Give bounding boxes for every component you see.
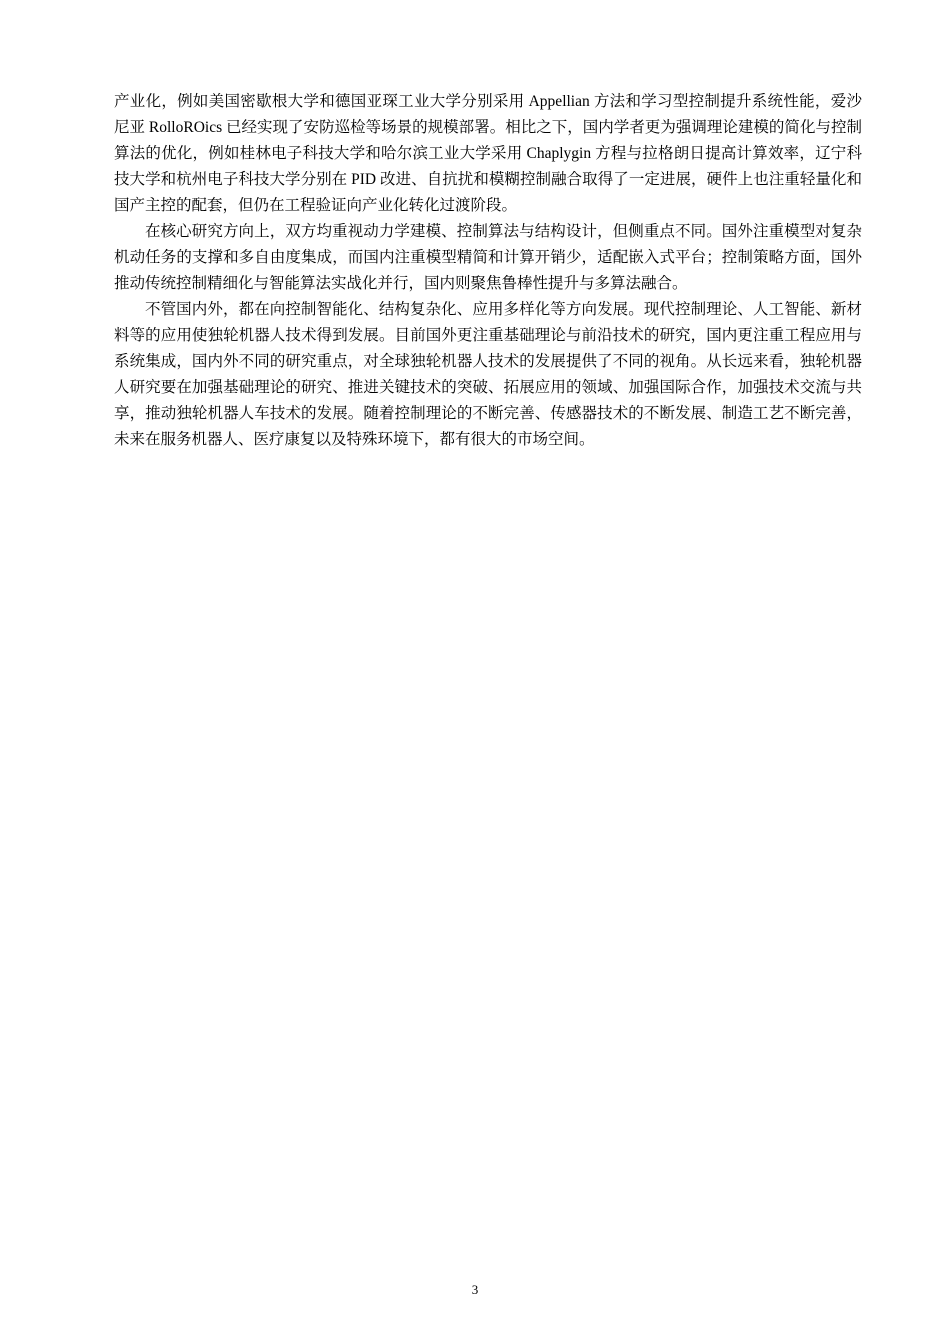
paragraph-development-trends: 不管国内外，都在向控制智能化、结构复杂化、应用多样化等方向发展。现代控制理论、人工智能、新材料等的应用使独轮机器人技术得到发展。目前国外更注重基础理论与前沿技术的研究，国内更注重工程应用与系统集成，国内外不同的研究重点，对全球独轮机器人技术的发展提供了不同的视角。从长远来看，独轮机器人研究要在加强基础理论的研究、推进关键技术的突破、拓展应用的领域、加强国际合作，加强技术交流与共享，推动独轮机器人车技术的发展。随着控制理论的不断完善、传感器技术的不断发展、制造工艺不断完善，未来在服务机器人、医疗康复以及特殊环境下，都有很大的市场空间。 [114,301,862,448]
paragraph-continued: 产业化，例如美国密歇根大学和德国亚琛工业大学分别采用 Appellian 方法和学习型控制提升系统性能，爱沙尼亚 RolloROics 已经实现了安防巡检等场景的规模部署。相比之下，国内学者更为强调理论建模的简化与控制算法的优化，例如桂林电子科技大学和哈尔滨工业大学采用 Chaplygin 方程与拉格朗日提高计算效率，辽宁科技大学和杭州电子科技大学分别在 PID 改进、自抗扰和模糊控制融合取得了一定进展，硬件上也注重轻量化和国产主控的配套，但仍在工程验证向产业化转化过渡阶段。 [114,93,862,214]
page-number: 3 [471,1282,479,1297]
paragraph-research-directions: 在核心研究方向上，双方均重视动力学建模、控制算法与结构设计，但侧重点不同。国外注重模型对复杂机动任务的支撑和多自由度集成，而国内注重模型精简和计算开销少，适配嵌入式平台；控制策略方面，国外推动传统控制精细化与智能算法实战化并行，国内则聚焦鲁棒性提升与多算法融合。 [114,223,862,292]
body-text [114,89,862,453]
